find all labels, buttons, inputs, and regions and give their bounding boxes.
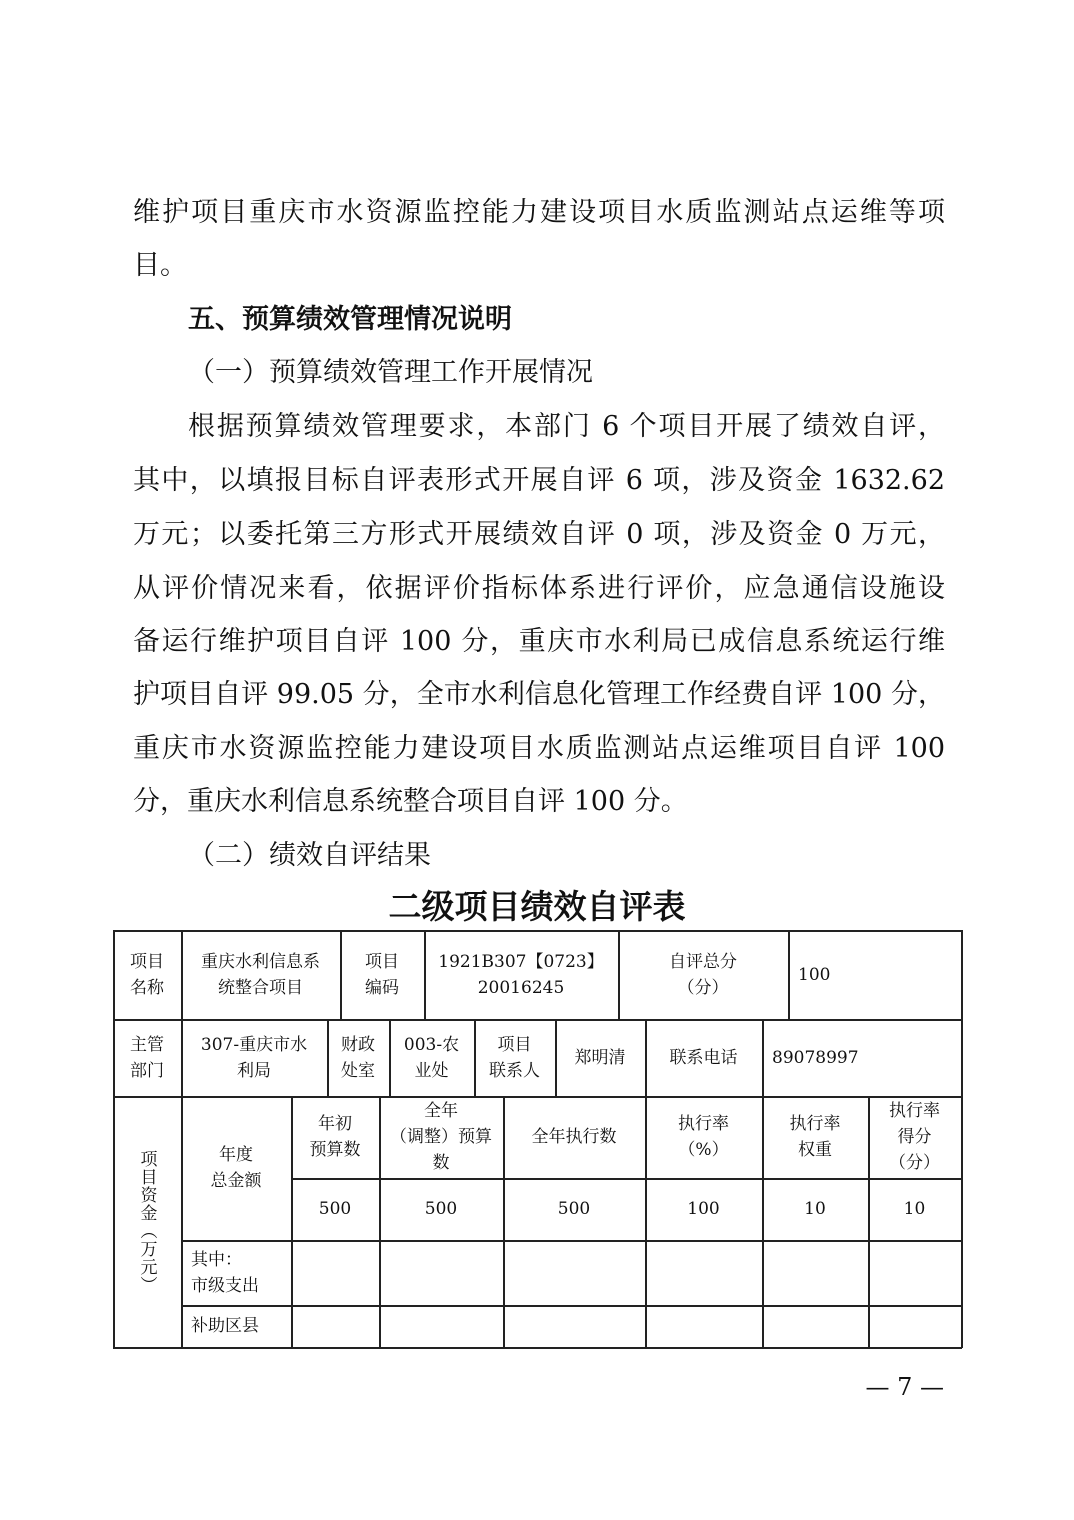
project-code-label: 项目 编码 bbox=[365, 951, 399, 998]
paragraph-line: 目。 bbox=[133, 250, 187, 281]
department-value: 307-重庆市水 利局 bbox=[200, 1034, 308, 1081]
project-name-label: 项目 名称 bbox=[130, 951, 164, 998]
body-line: 备运行维护项目自评 100 分，重庆市水利局已成信息系统运行维 bbox=[133, 626, 945, 657]
execution-score-value: 10 bbox=[903, 1199, 926, 1219]
phone-label: 联系电话 bbox=[669, 1047, 738, 1068]
finance-office-label: 财政 处室 bbox=[341, 1034, 375, 1081]
phone-value: 89078997 bbox=[772, 1047, 859, 1068]
annual-total-label: 年度 总金额 bbox=[210, 1145, 262, 1191]
funds-side-label: 项目资金（万元） bbox=[136, 1149, 157, 1294]
body-line: 万元；以委托第三方形式开展绩效自评 0 项，涉及资金 0 万元， bbox=[133, 519, 945, 550]
execution-weight-header: 执行率 权重 bbox=[789, 1114, 841, 1160]
project-name-value: 重庆水利信息系 统整合项目 bbox=[201, 951, 320, 998]
section-heading: 五、预算绩效管理情况说明 bbox=[188, 304, 512, 335]
self-score-label: 自评总分 （分） bbox=[669, 951, 737, 998]
county-subsidy-label: 补助区县 bbox=[191, 1316, 259, 1336]
initial-budget-header: 年初 预算数 bbox=[309, 1114, 361, 1160]
contact-value: 郑明清 bbox=[574, 1047, 626, 1068]
finance-office-value: 003-农 业处 bbox=[403, 1034, 460, 1081]
executed-header: 全年执行数 bbox=[531, 1127, 617, 1147]
paragraph-line: 维护项目重庆市水资源监控能力建设项目水质监测站点运维等项 bbox=[133, 197, 945, 228]
table-title: 二级项目绩效自评表 bbox=[388, 887, 686, 926]
body-line: 分，重庆水利信息系统整合项目自评 100 分。 bbox=[133, 786, 688, 817]
department-label: 主管 部门 bbox=[130, 1034, 164, 1081]
page-number: — 7 — bbox=[865, 1373, 944, 1401]
adjusted-budget-header: 全年 （调整）预算 数 bbox=[390, 1101, 492, 1173]
execution-rate-value: 100 bbox=[687, 1199, 720, 1219]
contact-label: 项目 联系人 bbox=[489, 1034, 540, 1081]
self-score-value: 100 bbox=[798, 964, 831, 985]
execution-weight-value: 10 bbox=[804, 1199, 826, 1219]
initial-budget-value: 500 bbox=[318, 1199, 352, 1219]
adjusted-budget-value: 500 bbox=[424, 1199, 458, 1219]
subheading: （二）绩效自评结果 bbox=[188, 840, 431, 871]
project-code-value: 1921B307【0723】 20016245 bbox=[438, 951, 604, 998]
city-expenditure-label: 其中： 市级支出 bbox=[191, 1249, 259, 1296]
body-line: 其中，以填报目标自评表形式开展自评 6 项，涉及资金 1632.62 bbox=[133, 465, 945, 496]
execution-score-header: 执行率 得分 （分） bbox=[889, 1101, 940, 1173]
body-line: 从评价情况来看，依据评价指标体系进行评价，应急通信设施设 bbox=[133, 573, 945, 604]
subheading: （一）预算绩效管理工作开展情况 bbox=[188, 357, 593, 388]
body-line: 根据预算绩效管理要求，本部门 6 个项目开展了绩效自评， bbox=[188, 411, 945, 442]
body-line: 重庆市水资源监控能力建设项目水质监测站点运维项目自评 100 bbox=[133, 733, 945, 764]
executed-value: 500 bbox=[557, 1199, 591, 1219]
execution-rate-header: 执行率 （%） bbox=[678, 1114, 729, 1160]
body-line: 护项目自评 99.05 分，全市水利信息化管理工作经费自评 100 分， bbox=[133, 679, 945, 710]
